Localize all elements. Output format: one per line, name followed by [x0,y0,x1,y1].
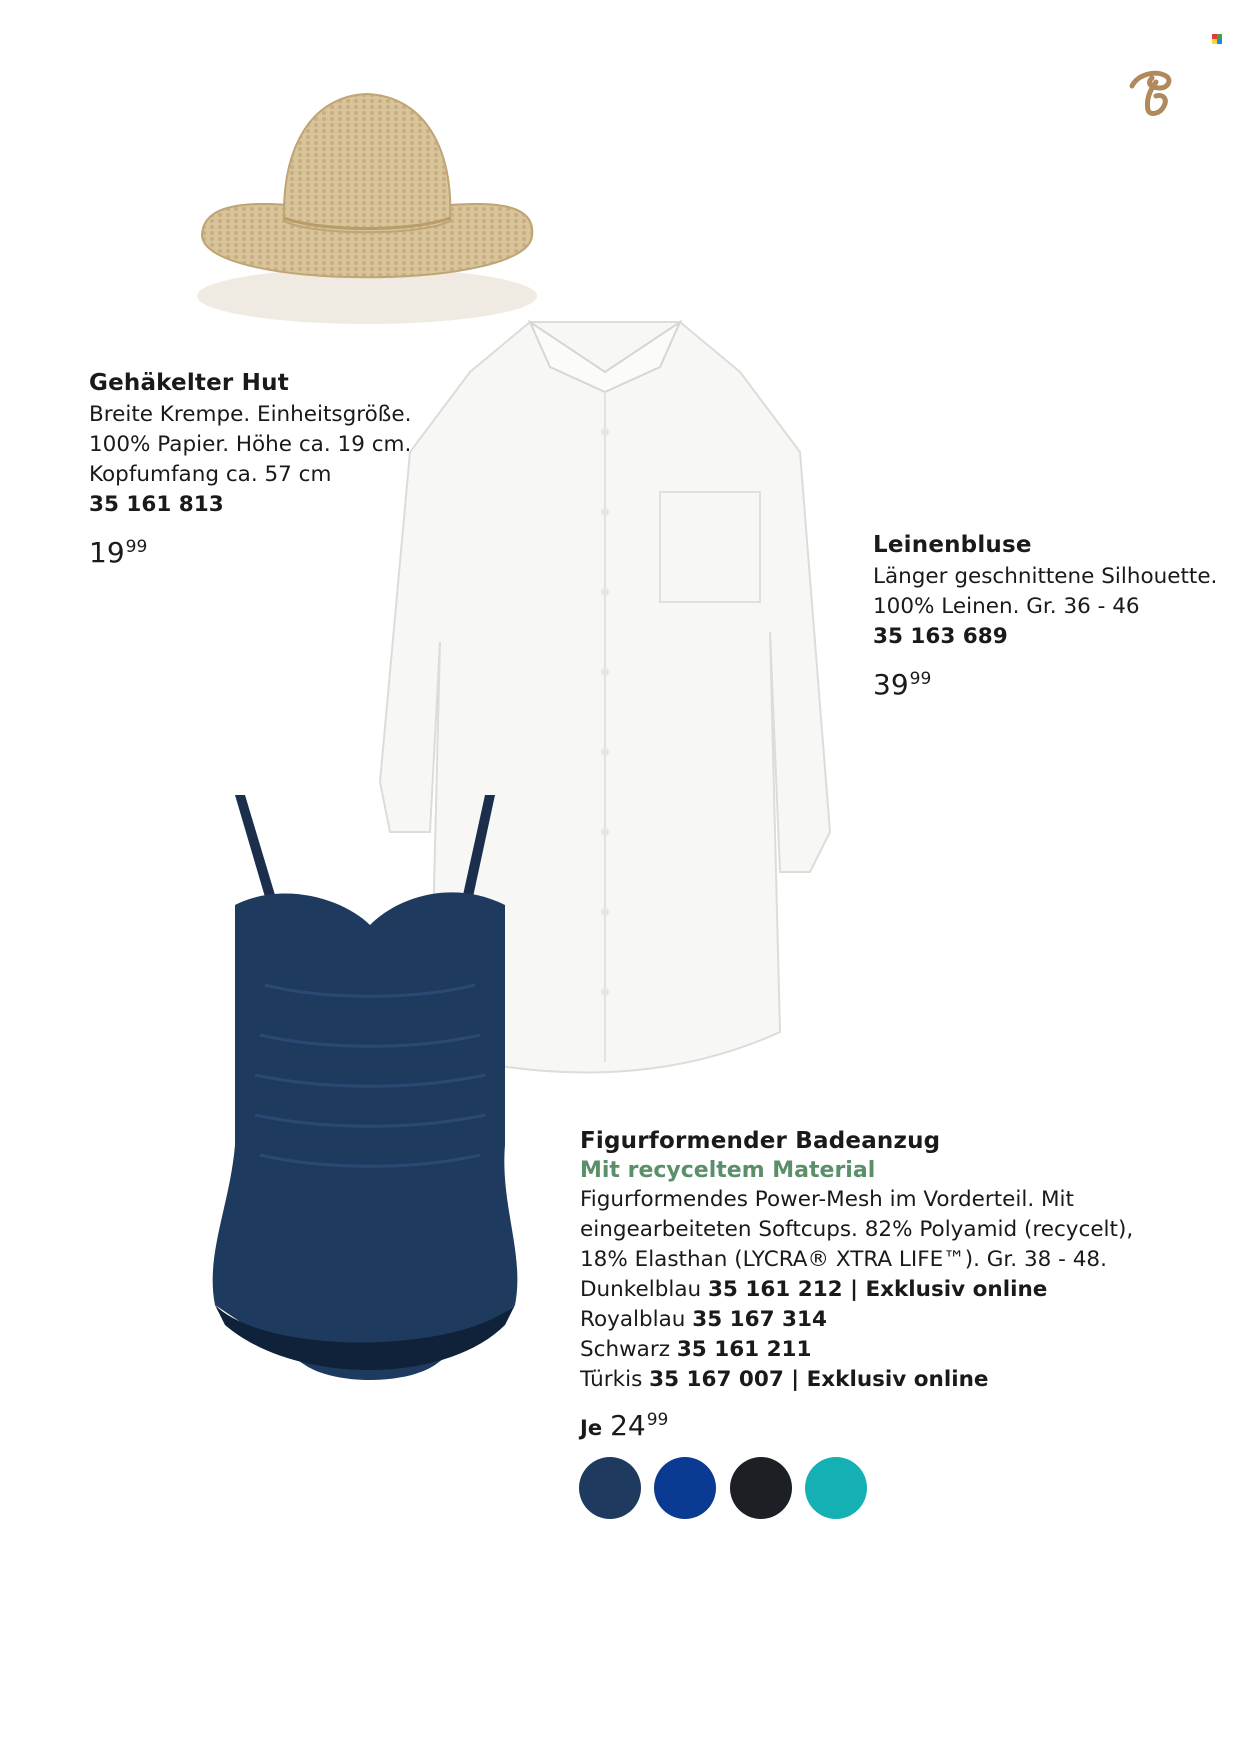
swimsuit-info [580,1128,1133,1443]
swimsuit-subtitle: Mit recyceltem Material [580,1158,876,1183]
blouse-price: $39^{99}$ [873,668,932,701]
blouse-title: Leinenbluse [873,532,1032,558]
swimsuit-variant: Royalblau 35 167 314 [580,1307,827,1332]
hat-info [89,370,411,568]
swimsuit-description-line: eingearbeiteten Softcups. 82% Polyamid (recycelt), [580,1217,1134,1242]
tchibo-logo-icon [1126,64,1182,120]
swatch-royalblau[interactable] [654,1457,716,1519]
blouse-description-line: Länger geschnittene Silhouette. [873,564,1218,589]
swatch-tuerkis[interactable] [805,1457,867,1519]
blouse-info [873,532,1217,700]
hat-description-line: Breite Krempe. Einheitsgröße. [89,402,412,427]
swimsuit-variant: Türkis 35 167 007 | Exklusiv online [580,1367,989,1392]
hat-description-line: 100% Papier. Höhe ca. 19 cm. [89,432,412,457]
hat-image [192,86,542,336]
color-mark-icon [1212,34,1222,44]
swatch-schwarz[interactable] [730,1457,792,1519]
swimsuit-variant: Dunkelblau 35 161 212 | Exklusiv online [580,1277,1048,1302]
hat-description-line: Kopfumfang ca. 57 cm [89,462,332,487]
swimsuit-description-line: 18% Elasthan (LYCRA® XTRA LIFE™). Gr. 38 - 48. [580,1247,1107,1272]
swimsuit-image [205,785,525,1405]
swatch-dunkelblau[interactable] [579,1457,641,1519]
blouse-description-line: 100% Leinen. Gr. 36 - 46 [873,594,1140,619]
blouse-article-number: 35 163 689 [873,624,1008,649]
swimsuit-variant: Schwarz 35 161 211 [580,1337,812,1362]
swimsuit-description-line: Figurformendes Power-Mesh im Vorderteil. Mit [580,1187,1074,1212]
swimsuit-title: Figurformender Badeanzug [580,1128,941,1154]
hat-article-number: 35 161 813 [89,492,224,517]
hat-price: $19^{99}$ [89,536,148,569]
swimsuit-price: Je $24^{99}$ [580,1409,669,1442]
hat-title: Gehäkelter Hut [89,370,289,396]
